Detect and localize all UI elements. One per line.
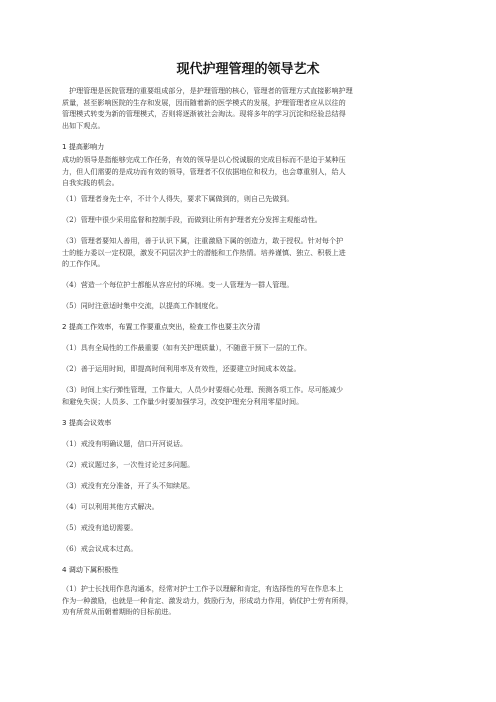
section-3-item: （6）戒会议成本过高。 [62,544,138,553]
text-line: 成功的领导是指能够完成工作任务，有效的领导是以心悦诚服的完成目标而不是迫于某种压 [62,155,346,164]
section-1-item [62,193,294,205]
section-4-paragraph [62,583,353,618]
text-line: （2）管理中很少采用监督和控制手段，而做到让所有护理者充分发挥主观能动性。 [62,215,322,224]
section-2-item [62,342,311,354]
text-line: 力，但人们需要的是成功而有效的领导，管理者不仅依据地位和权力，也会尊重别人，给人 [62,166,346,176]
text-line: 质量，甚至影响医院的生存和发展，因而随着新的医学模式的发展，护理管理者应从以往的 [62,97,346,107]
section-2-item [62,363,301,375]
section-3-item: （4）可以利用其他方式解决。 [62,502,159,511]
text-line: （5）同时注意适时集中交流，以提高工作制度化。 [62,301,223,310]
text-line: （4）营造一个每位护士都能从容应付的环境。变一人管理为一群人管理。 [62,280,294,289]
text-line: 和避免失误；人员多、工作量少时要加强学习，改变护理充分利用零星时间。 [62,396,304,406]
text-line: 作为一种激励，也就是一种肯定、激发动力，鼓励行为，形成动力作用，倘仗护士劳有所得， [62,595,353,605]
section-1-item [62,279,294,291]
text-line: 士的能力委以一定权限，激发不同层次护士的潜能和工作热情。培养谨慎、独立、积极上进 [62,247,346,257]
section-1-paragraph [62,154,346,189]
section-heading-4: 4 调动下属积极性 [62,565,119,574]
section-3-item: （2）戒议题过多，一次性讨论过多问题。 [62,460,195,469]
section-3-item: （1）戒没有明确议题，信口开河说话。 [62,439,188,448]
section-3-item: （3）戒没有充分准备，开了头不知续尾。 [62,481,195,490]
text-line: （1）护士长找用作息沟通本，经常对护士工作予以理解和肯定，有选择性的写在作息本上 [62,584,344,593]
text-line: （3）时间上实行弹性管理，工作量大，人员少时要细心处理、预测各项工作。尽可能减少 [62,385,344,394]
document-title: 现代护理管理的领导艺术 [176,62,320,77]
text-line: 管理模式转变为新的管理模式，否则将逐渐被社会淘汰。现将多年的学习沉淀和经验总结得 [62,109,346,118]
text-line: （1）具有全局性的工作最重要（如有关护理质量），不随意干预下一层的工作。 [62,343,312,352]
text-line: 出如下观点。 [62,120,105,130]
text-line: 劝有所赏从而朝着期盼的目标前进。 [62,607,176,616]
text-line: 护理管理是医院管理的重要组成部分，是护理管理的核心，管理者的管理方式直接影响护理 [69,86,353,95]
text-line: （2）善于运用时间，即提高时间利用率及有效性，还要建立时间成本效益。 [62,364,301,373]
section-heading-3: 3 提高会议效率 [62,418,112,427]
section-1-item [62,300,223,312]
text-line: （1）管理者身先士卒，不计个人得失，要求下属做到的，则自己先做到。 [62,194,294,203]
text-line: 的工作作风。 [62,259,105,268]
section-heading-2: 2 提高工作效率，布置工作要重点突出，检查工作也要主次分清 [62,322,261,331]
section-3-item: （5）戒没有追切需要。 [62,523,138,532]
section-heading-1: 1 提高影响力 [62,142,105,151]
section-2-item [62,384,343,407]
intro-paragraph [62,85,353,131]
section-1-item [62,235,346,270]
section-1-item [62,214,322,226]
text-line: （3）管理者要知人善用，善于认识下属，注重激励下属的创造力，敢于授权。针对每个护 [62,236,344,245]
text-line: 自我实践的机会。 [62,178,119,187]
